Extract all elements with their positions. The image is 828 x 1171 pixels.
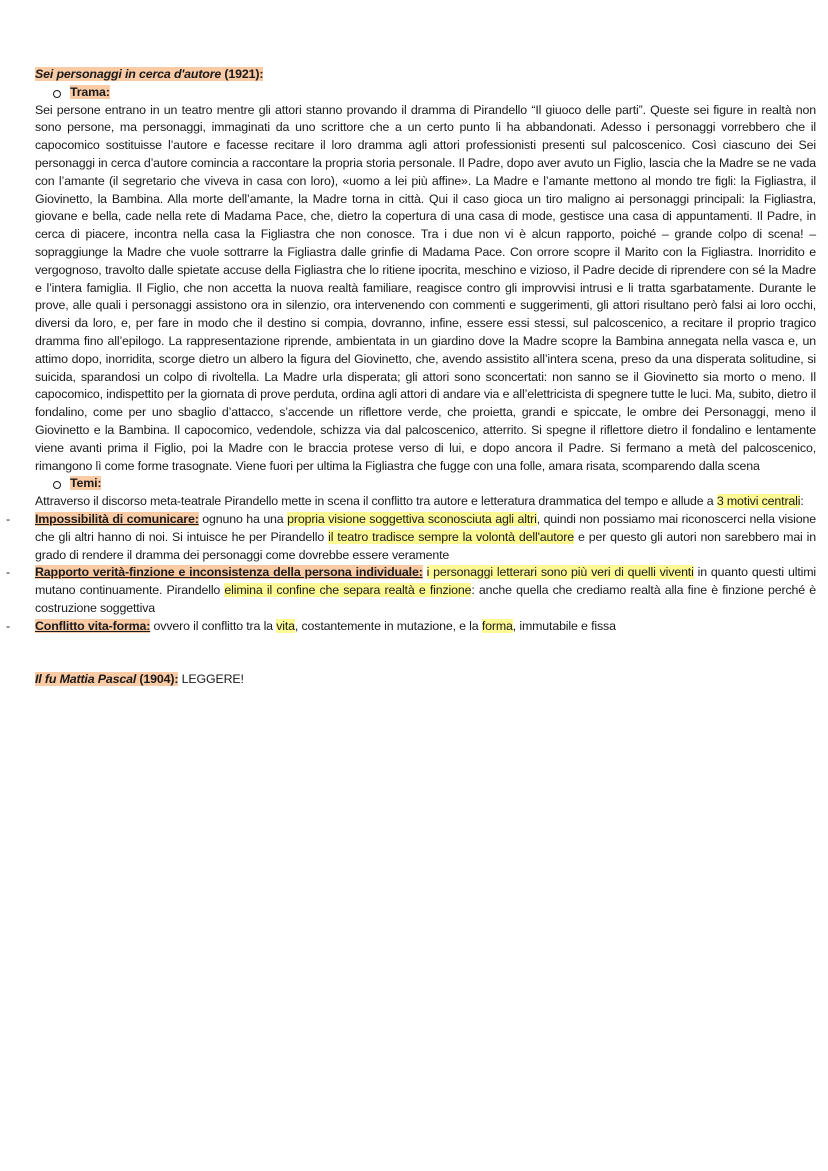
motivo-term: Rapporto verità-finzione e inconsistenza della persona individuale: bbox=[35, 565, 423, 580]
motivo-item-3 bbox=[6, 618, 816, 636]
motivo-text: ognuno ha una bbox=[198, 511, 288, 526]
motivo-item-1 bbox=[6, 511, 816, 564]
temi-label: Temi: bbox=[70, 476, 102, 491]
dash-bullet: - bbox=[6, 565, 10, 580]
subheading-trama bbox=[35, 84, 816, 102]
motivo-highlight: propria visione soggettiva sconosciuta agli altri bbox=[287, 511, 537, 526]
motivo-text: ovvero il conflitto tra la bbox=[150, 618, 277, 633]
subheading-temi bbox=[35, 475, 816, 493]
spacer bbox=[35, 636, 816, 671]
motivo-highlight: vita bbox=[276, 618, 295, 633]
dash-bullet: - bbox=[6, 511, 10, 526]
motivo-term: Conflitto vita-forma: bbox=[35, 618, 151, 633]
motivo-term: Impossibilità di comunicare: bbox=[35, 511, 199, 526]
work-title: Il fu Mattia Pascal bbox=[35, 671, 137, 686]
work-year: (1904): bbox=[136, 671, 179, 686]
circle-bullet-icon bbox=[53, 481, 61, 489]
heading-mattia-pascal bbox=[35, 671, 816, 689]
trama-label: Trama: bbox=[70, 84, 110, 99]
motivo-text: , immutabile e fissa bbox=[512, 618, 616, 633]
work-title: Sei personaggi in cerca d'autore bbox=[35, 67, 222, 81]
motivo-highlight: forma bbox=[481, 618, 513, 633]
work-year: (1921): bbox=[221, 67, 264, 81]
motivo-text: , costantemente in mutazione, e la bbox=[294, 618, 482, 633]
temi-intro bbox=[35, 493, 816, 511]
temi-intro-text: Attraverso il discorso meta-teatrale Pirandello mette in scena il conflitto tra autore e letteratura drammatica del tempo e allude a bbox=[35, 494, 717, 509]
motivo-text: in quanto questi ultimi mutano continuamente. Pirandello bbox=[35, 565, 816, 598]
motivo-text: e per questo gli autori non sarebbero mai in grado di rendere il dramma dei personaggi come dovrebbe essere veramente bbox=[35, 529, 816, 562]
reading-note: LEGGERE! bbox=[178, 671, 244, 686]
motivo-highlight: i personaggi letterari sono più veri di quelli viventi bbox=[426, 565, 694, 580]
motivo-highlight: il teatro tradisce sempre la volontà dell'autore bbox=[328, 529, 575, 544]
trama-paragraph: Sei persone entrano in un teatro mentre gli attori stanno provando il dramma di Pirandello “Il giuoco delle parti”. Queste sei figure in realtà non sono persone, ma personaggi, immaginati da uno scrittore che a un certo punto li ha abbandonati. Adesso i personaggi vorrebbero che il capocomico sostituisse l’autore e facesse recitare il loro dramma agli attori professionisti presenti sul palcoscenico. Così ciascuno dei Sei personaggi in cerca d’autore comincia a raccontare la propria storia personale. Il Padre, dopo aver avuto un Figlio, lascia che la Madre se ne vada con l’amante (il segretario che viveva in casa con loro), «uomo a lei più affine». La Madre e l’amante mettono al mondo tre figli: la Figliastra, il Giovinetto, la Bambina. Alla morte dell’amante, la Madre torna in città. Qui il caso gioca un tiro maligno ai personaggi principali: la Figliastra, giovane e bella, cade nella rete di Madama Pace, che, dietro la copertura di una casa di mode, gestisce una casa di appuntamenti. Il Padre, in cerca di piacere, incontra nella casa la Figliastra che non conosce. Tra i due non vi è alcun rapporto, poiché – grande colpo di scena! – sopraggiunge la Madre che vuole sottrarre la Figliastra dalle grinfie di Madama Pace. Con orrore scopre il Marito con la Figliastra. Inorridito e vergognoso, travolto dalle spietate accuse della Figliastra che lo ritiene ipocrita, meschino e vizioso, il Padre decide di riprendere con sé la Madre e l’intera famiglia. Il Figlio, che non accetta la nuova realtà familiare, reagisce contro gli improvvisi intrusi e li tratta sgarbatamente. Durante le prove, alle quali i personaggi assistono ora in silenzio, ora intervenendo con commenti e suggerimenti, gli attori risultano però falsi ai loro occhi, diversi da loro, e, per fare in modo che il destino si compia, dovranno, infine, essere essi stessi, sul palcoscenico, a recitare il proprio tragico dramma fino all’epilogo. La rappresentazione riprende, ambientata in un giardino dove la Madre scopre la Bambina annegata nella vasca e, un attimo dopo, inorridita, scorge dietro un albero la figura del Giovinetto, che, avendo assistito all’intera scena, preso da una disperata solitudine, si suicida, sparandosi un colpo di rivoltella. La Madre urla disperata; gli attori sono sconcertati: non sanno se il Giovinetto sia morto o meno. Il capocomico, indispettito per la giornata di prove perduta, ordina agli attori di andare via e all’elettricista di spegnere tutte le luci. Ma, subito, dietro il fondalino, come per uno sbaglio d’attacco, s’accende un riflettore verde, che proietta, grandi e spiccate, le ombre dei Personaggi, meno il Giovinetto e la Bambina. Il capocomico, vedendole, schizza via dal palcoscenico, atterrito. Si spegne il riflettore dietro il fondalino e lentamente viene avanti prima il Figlio, poi la Madre con le braccia protese verso di lui, e dopo ancora il Padre. Si fermano a metà del palcoscenico, rimangono lì come forme trasognate. Viene fuori per ultima la Figliastra che fugge con una folle, amara risata, scomparendo dalla scena bbox=[35, 102, 816, 473]
motivo-item-2 bbox=[6, 564, 816, 617]
motivo-text: , quindi non possiamo mai riconoscerci nella visione che gli altri hanno di noi. Si intuisce he per Pirandello bbox=[35, 511, 816, 544]
motivo-text: : anche quella che crediamo realtà alla fine è finzione perché è costruzione soggettiva bbox=[35, 583, 816, 615]
temi-intro-colon: : bbox=[800, 494, 804, 509]
circle-bullet-icon bbox=[53, 90, 61, 98]
heading-sei-personaggi bbox=[35, 66, 816, 84]
temi-intro-highlight: 3 motivi centrali bbox=[716, 494, 801, 509]
dash-bullet: - bbox=[6, 618, 10, 633]
motivo-highlight: elimina il confine che separa realtà e finzione bbox=[224, 583, 472, 598]
